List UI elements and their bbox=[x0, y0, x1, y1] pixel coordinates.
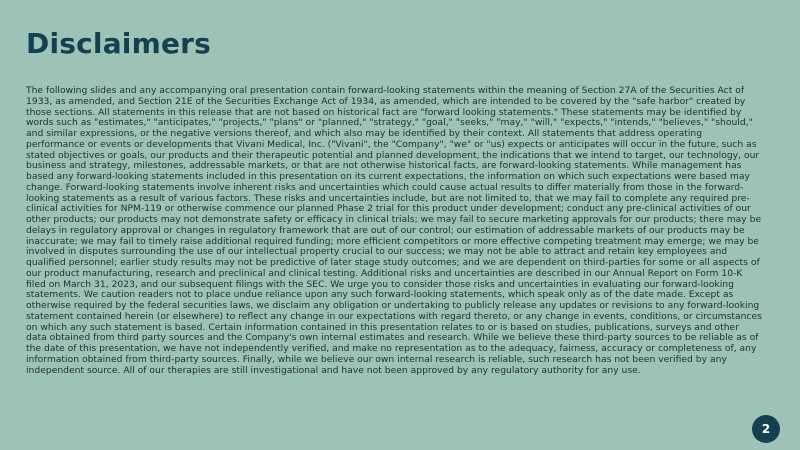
page-number-badge: 2 bbox=[752, 415, 780, 443]
page-title: Disclaimers bbox=[26, 27, 212, 60]
disclaimer-text: The following slides and any accompanying oral presentation contain forward-looking statements within the meaning of Section 27A of the Securities Act of 1933, as amended, and Section 21E of the Securities Exchange Act of 1934, as amended, which are intended to be covered by the "safe harbor" created by those sections. All statements in this release that are not based on historical fact are "forward looking statements." These statements may be identified by words such as "estimates," "anticipates," "projects," "plans" or "planned," "strategy," "goal," "seeks," "may," "will," "expects," "intends," "believes," "should," and similar expressions, or the negative versions thereof, and which also may be identified by their context. All statements that address operating performance or events or developments that Vivani Medical, Inc. ("Vivani", the "Company", "we" or "us) expects or anticipates will occur in the future, such as stated objectives or goals, our products and their therapeutic potential and planned development, the indications that we intend to target, our technology, our business and strategy, milestones, addressable markets, or that are not otherwise historical facts, are forward-looking statements. While management has based any forward-looking statements included in this presentation on its current expectations, the information on which such expectations were based may change. Forward-looking statements involve inherent risks and uncertainties which could cause actual results to differ materially from those in the forward-looking statements as a result of various factors. These risks and uncertainties include, but are not limited to, that we may fail to complete any required pre-clinical activities for NPM-119 or otherwise commence our planned Phase 2 trial for this product under development; conduct any pre-clinical activities of our other products; our products may not demonstrate safety or efficacy in clinical trials; we may fail to secure marketing approvals for our products; there may be delays in regulatory approval or changes in regulatory framework that are out of our control; our estimation of addressable markets of our products may be inaccurate; we may fail to timely raise additional required funding; more efficient competitors or more effective competing treatment may emerge; we may be involved in disputes surrounding the use of our intellectual property crucial to our success; we may not be able to attract and retain key employees and qualified personnel; earlier study results may not be predictive of later stage study outcomes; and we are dependent on third-parties for some or all aspects of our product manufacturing, research and preclinical and clinical testing. Additional risks and uncertainties are described in our Annual Report on Form 10-K filed on March 31, 2023, and our subsequent filings with the SEC. We urge you to consider those risks and uncertainties in evaluating our forward-looking statements. We caution readers not to place undue reliance upon any such forward-looking statements, which speak only as of the date made. Except as otherwise required by the federal securities laws, we disclaim any obligation or undertaking to publicly release any updates or revisions to any forward-looking statement contained herein (or elsewhere) to reflect any change in our expectations with regard thereto, or any change in events, conditions, or circumstances on which any such statement is based. Certain information contained in this presentation relates to or is based on studies, publications, surveys and other data obtained from third party sources and the Company's own internal estimates and research. While we believe these third-party sources to be reliable as of the date of this presentation, we have not independently verified, and make no representation as to the adequacy, fairness, accuracy or completeness of, any information obtained from third-party sources. Finally, while we believe our own internal research is reliable, such research has not been verified by any independent source. All of our therapies are still investigational and have not been approved by any regulatory authority for any use. bbox=[26, 85, 762, 376]
